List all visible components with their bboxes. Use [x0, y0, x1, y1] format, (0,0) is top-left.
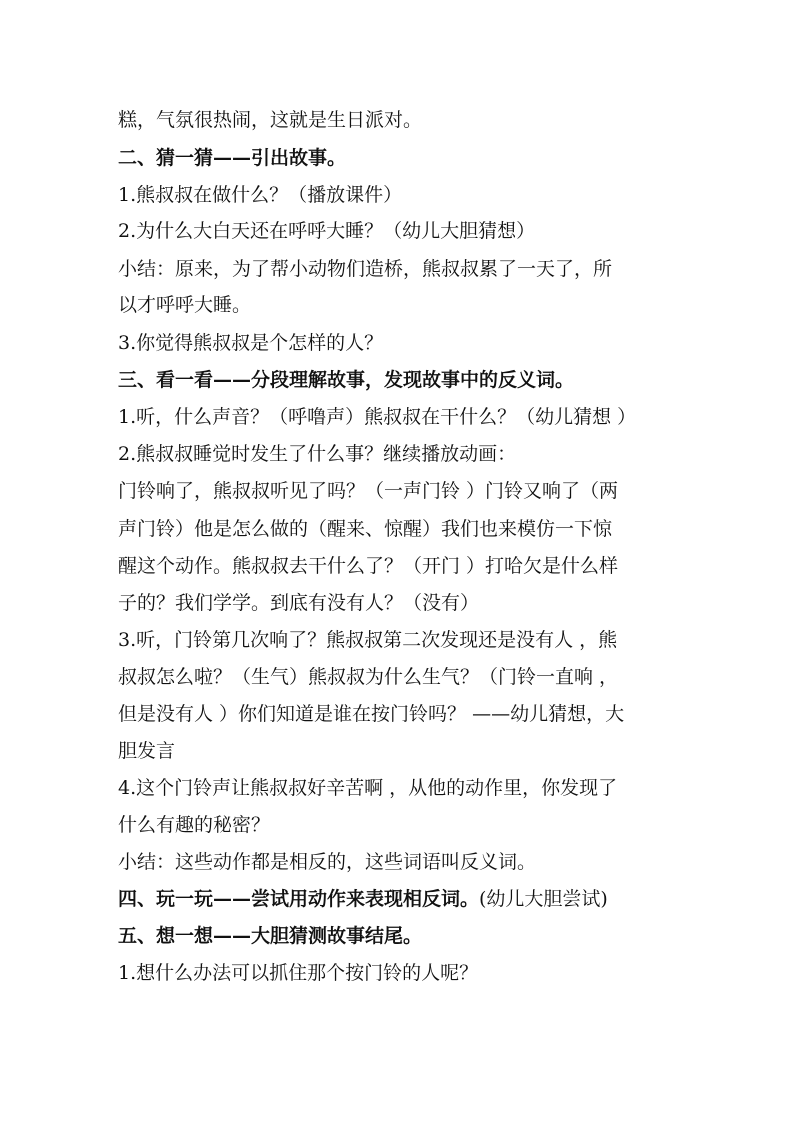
text-line: 4.这个门铃声让熊叔叔好辛苦啊 ，从他的动作里，你发现了 — [118, 777, 618, 799]
text-line: 叔叔怎么啦？（生气）熊叔叔为什么生气？（门铃一直响 ， — [118, 666, 619, 688]
text-line: 什么有趣的秘密？ — [118, 814, 271, 836]
text-line: 3.你觉得熊叔叔是个怎样的人？ — [118, 332, 384, 354]
text-line: 小结：原来，为了帮小动物们造桥，熊叔叔累了一天了，所 — [118, 258, 613, 280]
text-line: 2.为什么大白天还在呼呼大睡？（幼儿大胆猜想） — [118, 220, 536, 242]
text-line: 门铃响了，熊叔叔听见了吗？（一声门铃 ）门铃又响了（两 — [118, 480, 619, 502]
text-line: 糕，气氛很热闹，这就是生日派对。 — [118, 109, 423, 131]
text-line: 小结：这些动作都是相反的，这些词语叫反义词。 — [118, 851, 537, 873]
text-line: 1.听，什么声音？（呼噜声）熊叔叔在干什么？（幼儿猜想 ） — [118, 406, 637, 428]
text-line: 1.想什么办法可以抓住那个按门铃的人呢？ — [118, 962, 479, 984]
section-heading: 三、看一看——分段理解故事，发现故事中的反义词。 — [118, 369, 575, 391]
text-line: 声门铃）他是怎么做的（醒来、惊醒）我们也来模仿一下惊 — [118, 518, 613, 540]
section-heading-suffix: (幼儿大胆尝试) — [479, 888, 608, 910]
text-line: 以才呼呼大睡。 — [118, 294, 252, 316]
section-heading: 五、想一想——大胆猜测故事结尾。 — [118, 925, 423, 947]
text-line: 子的？我们学学。到底有没有人？（没有） — [118, 592, 480, 614]
section-heading — [118, 881, 678, 917]
text-line: 3.听，门铃第几次响了？熊叔叔第二次发现还是没有人 ，熊 — [118, 629, 618, 651]
text-line: 醒这个动作。熊叔叔去干什么了？（开门 ）打哈欠是什么样 — [118, 555, 619, 577]
text-line: 2.熊叔叔睡觉时发生了什么事？继续播放动画： — [118, 443, 517, 465]
section-heading-text: 四、玩一玩——尝试用动作来表现相反词。 — [118, 888, 480, 910]
text-line: 1.熊叔叔在做什么？（播放课件） — [118, 184, 403, 206]
text-line: 胆发言 — [118, 740, 176, 762]
section-heading: 二、猜一猜——引出故事。 — [118, 147, 347, 169]
text-line: 但是没有人 ）你们知道是谁在按门铃吗？ ——幼儿猜想，大 — [118, 703, 625, 725]
